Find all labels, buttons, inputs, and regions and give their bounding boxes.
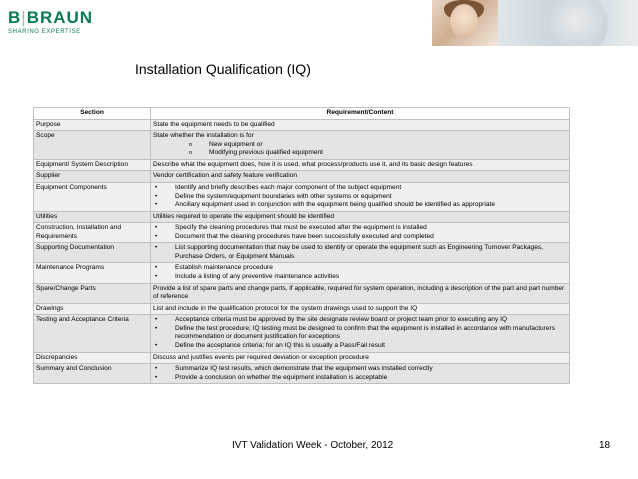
row-content: Utilities required to operate the equipment should be identified: [151, 211, 570, 223]
header: [0, 0, 638, 46]
row-section: Equipment Components: [34, 182, 151, 211]
row-content: • Summarize IQ test results, which demonstrate that the equipment was installed correctly • Provide a conclusion on whether the equipment installation is acceptable: [151, 364, 570, 384]
row-content: Vendor certification and safety feature verification: [151, 171, 570, 183]
bbraun-logo: [8, 8, 93, 35]
header-content: Requirement/Content: [151, 108, 570, 120]
row-section: Equipment/ System Description: [34, 159, 151, 171]
header-photo-face: [498, 0, 638, 46]
row-content: Describe what the equipment does, how it is used, what process/products use it, and its basic design features: [151, 159, 570, 171]
row-section: Construction, Installation and Requirements: [34, 223, 151, 243]
row-section: Utilities: [34, 211, 151, 223]
iq-table: [33, 107, 570, 384]
table-row: [34, 243, 570, 263]
row-content: Provide a list of spare parts and change parts, if applicable, required for system operation, including a description of the part and part number of reference: [151, 283, 570, 303]
table-row: [34, 303, 570, 315]
row-section: Testing and Acceptance Criteria: [34, 315, 151, 352]
row-section: Drawings: [34, 303, 151, 315]
row-content: State whether the installation is for o New equipment or o Modifying previous qualified equipment: [151, 131, 570, 160]
page-number: 18: [599, 440, 611, 451]
row-content: List and include in the qualification protocol for the system drawings used to support the IQ: [151, 303, 570, 315]
header-photos: [432, 0, 638, 46]
row-section: Scope: [34, 131, 151, 160]
row-section: Discrepancies: [34, 352, 151, 364]
header-photo-woman: [432, 0, 498, 46]
table-row: [34, 159, 570, 171]
row-content: Discuss and justifies events per required deviation or exception procedure: [151, 352, 570, 364]
row-content: • Specify the cleaning procedures that must be executed after the equipment is installed • Document that the cleaning procedures have been successfully executed and completed: [151, 223, 570, 243]
logo-wordmark: B|BRAUN: [8, 8, 94, 27]
table-row: [34, 223, 570, 243]
row-content: State the equipment needs to be qualified: [151, 119, 570, 131]
page-title: Installation Qualification (IQ): [135, 61, 311, 77]
row-section: Summary and Conclusion: [34, 364, 151, 384]
row-content: • Identify and briefly describes each major component of the subject equipment • Define the system/equipment boundaries with other systems or equipment • Ancillary equipment used in conjunction with the equipment being qualified should be identified as appropriate: [151, 182, 570, 211]
table-row: [34, 364, 570, 384]
logo-tagline: SHARING EXPERTISE: [8, 29, 81, 35]
table-header-row: [34, 108, 570, 120]
table-row: [34, 182, 570, 211]
row-content: • Establish maintenance procedure • Include a listing of any preventive maintenance activities: [151, 263, 570, 283]
row-section: Maintenance Programs: [34, 263, 151, 283]
row-section: Supporting Documentation: [34, 243, 151, 263]
header-section: Section: [34, 108, 151, 120]
table-row: [34, 315, 570, 352]
row-content: • List supporting documentation that may be used to identify or operate the equipment such as Engineering Turnover Packages, Purchase Orders, or Equipment Manuals: [151, 243, 570, 263]
row-section: Supplier: [34, 171, 151, 183]
table-row: [34, 352, 570, 364]
table-row: [34, 263, 570, 283]
table-row: [34, 283, 570, 303]
row-content: • Acceptance criteria must be approved by the site designate review board or project team prior to executing any IQ • Define the test procedure; IQ testing must be designed to confirm that the equipment is installed in accordance with manufacturers recommendation or document justification for exceptions • Define the acceptance criteria; for an IQ this is usually a Pass/Fail result: [151, 315, 570, 352]
row-section: Purpose: [34, 119, 151, 131]
row-section: Spare/Change Parts: [34, 283, 151, 303]
footer-event: IVT Validation Week - October, 2012: [232, 440, 394, 451]
table-row: [34, 131, 570, 160]
table-row: [34, 211, 570, 223]
table-row: [34, 119, 570, 131]
table-row: [34, 171, 570, 183]
